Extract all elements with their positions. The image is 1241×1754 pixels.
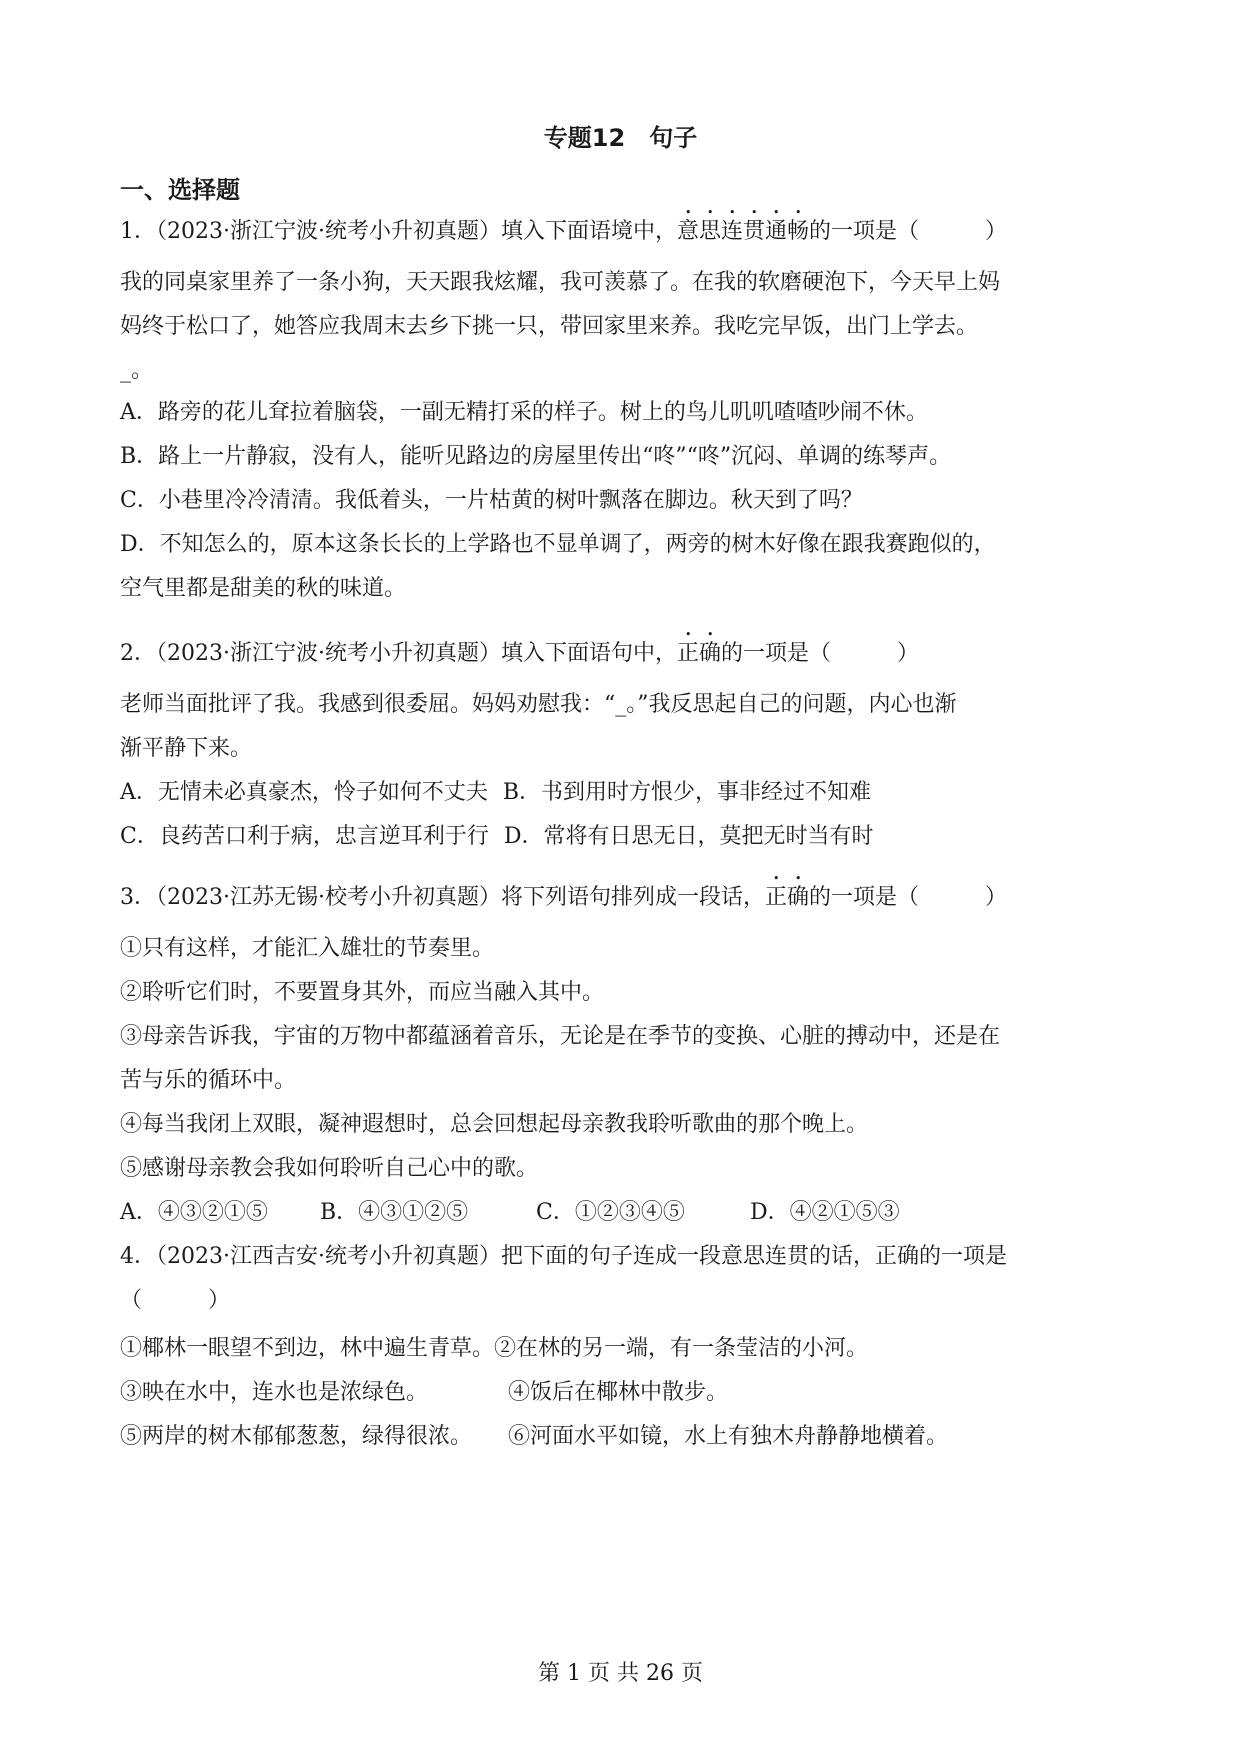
passage-line: 老师当面批评了我。我感到很委屈。妈妈劝慰我：“_。”我反思起自己的问题，内心也渐 (120, 692, 957, 717)
option-c: C．小巷里冷冷清清。我低着头，一片枯黄的树叶飘落在脚边。秋天到了吗？ (120, 488, 863, 513)
sentence-line: 苦与乐的循环中。 (120, 1068, 297, 1093)
emphasis-text: 意思连贯通畅 (676, 219, 809, 244)
question-3-stem (120, 872, 1007, 913)
section-title: 一、选择题 (120, 176, 240, 204)
sentence-line: ④每当我闭上双眼，凝神遐想时，总会回想起母亲教我聆听歌曲的那个晚上。 (120, 1112, 869, 1137)
option-a: A．④③②①⑤ (120, 1200, 268, 1225)
stem-text: 的一项是（ ） (809, 885, 1008, 910)
options-row (120, 822, 873, 852)
option-b: B．④③①②⑤ (320, 1200, 469, 1225)
pair-row (120, 1422, 948, 1452)
page-footer: 第 1 页 共 26 页 (538, 1661, 703, 1686)
stem-text: 的一项是（ ） (721, 641, 920, 666)
question-4-stem: 4．（2023·江西吉安·统考小升初真题）把下面的句子连成一段意思连贯的话，正确的一项是 (120, 1244, 1007, 1269)
option-d: D．常将有日思无日，莫把无时当有时 (503, 824, 874, 849)
sentence-line: ⑤感谢母亲教会我如何聆听自己心中的歌。 (120, 1156, 539, 1181)
option-d: D．④②①⑤③ (750, 1200, 900, 1225)
stem-text: 3．（2023·江苏无锡·校考小升初真题）将下列语句排列成一段话， (120, 885, 765, 910)
emphasis-text: 正确 (676, 641, 721, 666)
sentence: ④饭后在椰林中散步。 (508, 1380, 729, 1405)
pair-row (120, 1378, 728, 1408)
sentence: ③映在水中，连水也是浓绿色。 (120, 1380, 429, 1405)
question-2-stem (120, 628, 919, 669)
emphasis-text: 正确 (764, 885, 809, 910)
passage-line: 妈终于松口了，她答应我周末去乡下挑一只，带回家里来养。我吃完早饭，出门上学去。 (120, 314, 979, 339)
pair-row (120, 1334, 868, 1364)
options-row (120, 778, 871, 808)
sentence: ①椰林一眼望不到边，林中遍生青草。 (120, 1336, 495, 1361)
option-a: A．路旁的花儿耷拉着脑袋，一副无精打采的样子。树上的鸟儿叽叽喳喳吵闹不休。 (120, 400, 928, 425)
option-c: C．良药苦口利于病，忠言逆耳利于行 (120, 824, 489, 849)
stem-text: 2．（2023·浙江宁波·统考小升初真题）填入下面语句中， (120, 641, 677, 666)
passage-line: 渐平静下来。 (120, 736, 253, 761)
option-d-cont: 空气里都是甜美的秋的味道。 (120, 576, 407, 601)
option-b: B．书到用时方恨少，事非经过不知难 (502, 780, 872, 805)
option-b: B．路上一片静寂，没有人，能听见路边的房屋里传出“咚”“咚”沉闷、单调的练琴声。 (120, 444, 952, 469)
page-title: 专题12 句子 (543, 124, 698, 152)
options-row (120, 1198, 900, 1228)
option-c: C．①②③④⑤ (536, 1200, 685, 1225)
question-1-stem (120, 206, 1007, 247)
sentence: ⑥河面水平如镜，水上有独木舟静静地横着。 (508, 1424, 949, 1449)
passage-line: 我的同桌家里养了一条小狗，天天跟我炫耀，我可羡慕了。在我的软磨硬泡下，今天早上妈 (120, 270, 1001, 295)
stem-text: 1．（2023·浙江宁波·统考小升初真题）填入下面语境中， (120, 219, 677, 244)
stem-text: 的一项是（ ） (809, 219, 1008, 244)
passage-line: _。 (120, 358, 154, 383)
option-a: A．无情未必真豪杰，怜子如何不丈夫 (120, 780, 488, 805)
sentence: ⑤两岸的树木郁郁葱葱，绿得很浓。 (120, 1424, 473, 1449)
sentence-line: ②聆听它们时，不要置身其外，而应当融入其中。 (120, 980, 605, 1005)
sentence: ②在林的另一端，有一条莹洁的小河。 (494, 1336, 869, 1361)
sentence-line: ③母亲告诉我，宇宙的万物中都蕴涵着音乐，无论是在季节的变换、心脏的搏动中，还是在 (120, 1024, 1001, 1049)
sentence-line: ①只有这样，才能汇入雄壮的节奏里。 (120, 936, 495, 961)
question-4-stem-cont: （ ） (120, 1288, 231, 1313)
option-d: D．不知怎么的，原本这条长长的上学路也不显单调了，两旁的树木好像在跟我赛跑似的， (120, 532, 996, 557)
